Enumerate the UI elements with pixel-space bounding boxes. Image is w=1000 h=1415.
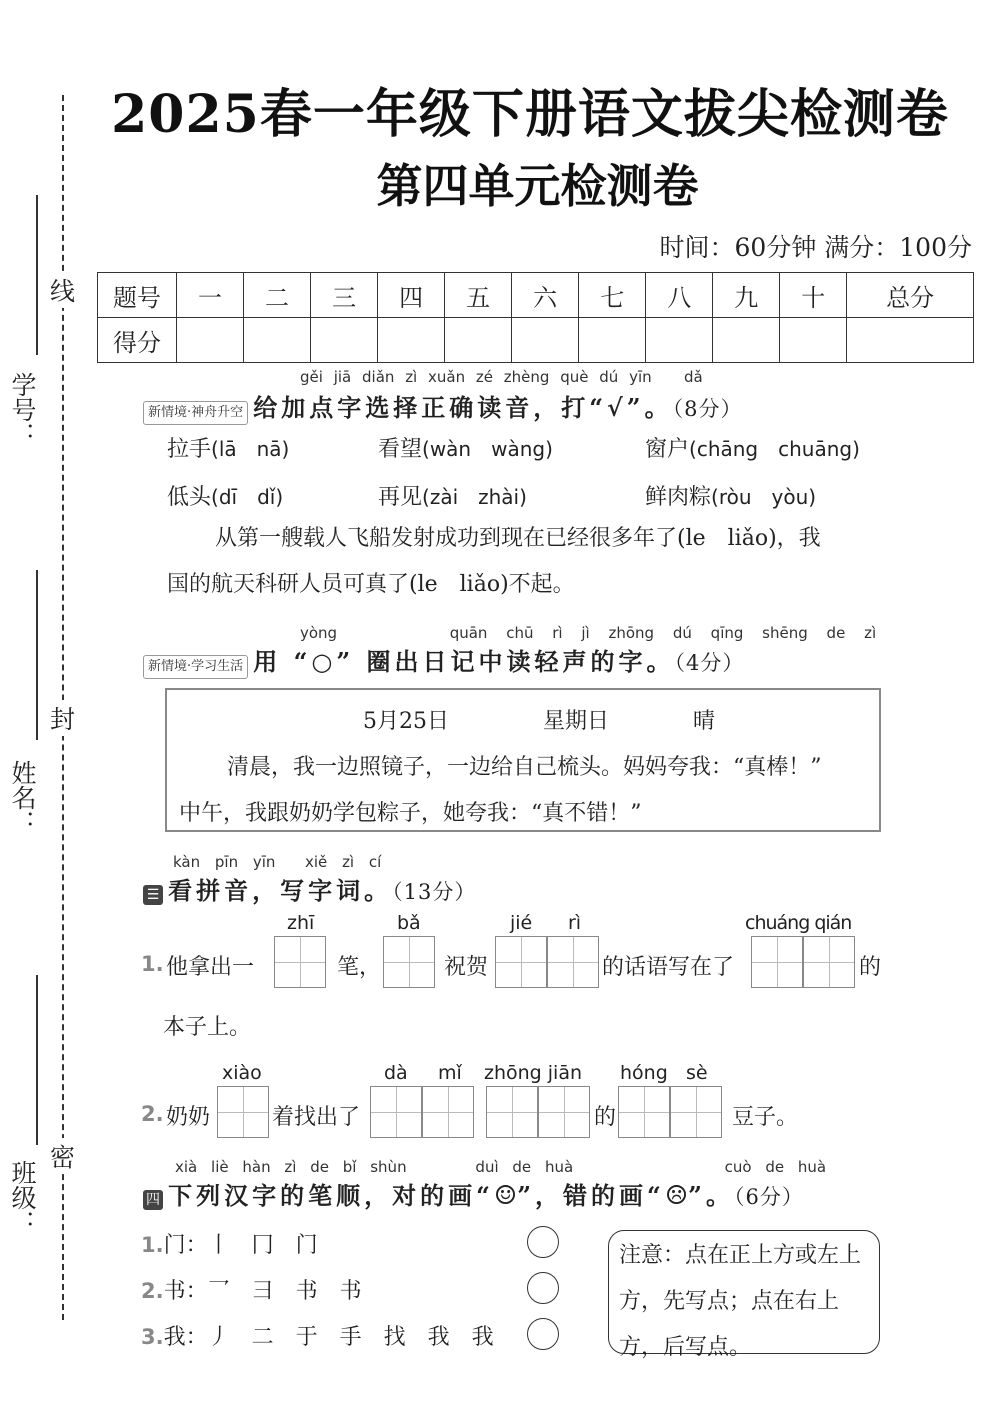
- writing-grid[interactable]: [217, 1086, 269, 1138]
- section4-heading-row: [143, 1176, 804, 1211]
- xian-mark: 线: [50, 272, 75, 308]
- name-label: 姓名：: [8, 760, 37, 835]
- score-input-cell[interactable]: [512, 318, 579, 363]
- q1-text-e: 的: [859, 955, 882, 980]
- section2-heading: 用 “○” 圈出日记中读轻声的字。: [253, 647, 675, 676]
- score-input-cell[interactable]: [780, 318, 847, 363]
- table-cell: 一: [177, 273, 244, 318]
- item-2: 看望(wàn wàng): [378, 437, 553, 462]
- writing-grid[interactable]: [274, 936, 326, 988]
- section4-score: （6分）: [733, 1185, 804, 1209]
- section4-pinyin: xià liè hàn zì de bǐ shùn duì de huà cuò de huà: [175, 1158, 827, 1176]
- q1-pinyin-1: zhī: [287, 912, 315, 934]
- section2-pinyin: yòng quān chū rì jì zhōng dú qīng shēng de zì: [300, 624, 877, 642]
- section3-score: （13分）: [392, 880, 477, 904]
- section3-heading: 看拼音，写字词。: [168, 876, 393, 905]
- q1-text-d: 的话语写在了: [602, 955, 735, 980]
- passage-line-1: 从第一艘载人飞船发射成功到现在已经很多年了(le liǎo)，我: [215, 526, 821, 551]
- diary-box: [165, 688, 881, 832]
- item-3: 窗户(chāng chuāng): [645, 437, 860, 462]
- table-cell: 得分: [98, 318, 177, 363]
- q2-pinyin-3: zhōng jiān: [484, 1062, 583, 1084]
- score-input-cell[interactable]: [177, 318, 244, 363]
- mi-mark: 密: [50, 1138, 75, 1174]
- section1-score: （8分）: [672, 397, 743, 421]
- table-cell: 七: [579, 273, 646, 318]
- score-input-cell[interactable]: [713, 318, 780, 363]
- score-input-cell[interactable]: [378, 318, 445, 363]
- score-input-cell[interactable]: [646, 318, 713, 363]
- section4-heading-a: 下列汉字的笔顺，对的画“: [168, 1181, 494, 1210]
- diary-line-1: 清晨，我一边照镜子，一边给自己梳头。妈妈夸我：“真棒！”: [227, 755, 822, 780]
- q2-pinyin-4b: sè: [686, 1062, 708, 1084]
- student-no-line: [36, 195, 38, 355]
- section1-badge: 新情境·神舟升空: [143, 401, 248, 425]
- q1-text-c: 祝贺: [444, 955, 489, 980]
- section-number-icon: 四: [143, 1190, 163, 1210]
- diary-date: 5月25日: [363, 709, 449, 734]
- section4-heading-b: ”，错的画“: [517, 1181, 665, 1210]
- section3-heading-row: [143, 871, 476, 906]
- answer-circle[interactable]: [527, 1272, 559, 1304]
- score-table-score-row: [98, 318, 974, 363]
- name-line: [36, 570, 38, 740]
- score-table: [97, 272, 974, 363]
- time-info: 时间：60分钟 满分：100分: [659, 233, 972, 262]
- table-cell: 九: [713, 273, 780, 318]
- section1-heading: 给加点字选择正确读音，打“√”。: [253, 393, 673, 422]
- section1-pinyin: gěi jiā diǎn zì xuǎn zé zhèng què dú yīn dǎ: [300, 368, 703, 386]
- section4-heading-c: ”。: [688, 1181, 734, 1210]
- writing-grid[interactable]: [383, 936, 435, 988]
- page-title: 2025春一年级下册语文拔尖检测卷: [111, 84, 949, 145]
- section1-heading-row: [143, 388, 743, 425]
- table-cell: 八: [646, 273, 713, 318]
- section2-score: （4分）: [674, 651, 745, 675]
- q2-text-b: 着找出了: [272, 1105, 361, 1130]
- writing-grid[interactable]: [422, 1086, 474, 1138]
- writing-grid[interactable]: [495, 936, 547, 988]
- q1-text-a: 他拿出一: [166, 955, 255, 980]
- score-input-cell[interactable]: [579, 318, 646, 363]
- student-no-label: 学号：: [8, 372, 37, 447]
- q2-text-c: 的: [594, 1105, 617, 1130]
- writing-grid[interactable]: [486, 1086, 538, 1138]
- table-cell: 五: [445, 273, 512, 318]
- q1-text-f: 本子上。: [163, 1015, 252, 1040]
- table-cell: 三: [311, 273, 378, 318]
- table-cell: 六: [512, 273, 579, 318]
- table-cell: 四: [378, 273, 445, 318]
- q2-pinyin-4a: hóng: [620, 1062, 668, 1084]
- writing-grid[interactable]: [751, 936, 803, 988]
- answer-circle[interactable]: [527, 1318, 559, 1350]
- q2-pinyin-2b: mǐ: [438, 1062, 462, 1084]
- item-4: 低头(dī dǐ): [167, 485, 284, 510]
- item-1: 拉手(lā nā): [167, 437, 290, 462]
- q2-pinyin-2a: dà: [384, 1062, 408, 1084]
- writing-grid[interactable]: [538, 1086, 590, 1138]
- q1-text-b: 笔，: [337, 955, 382, 980]
- writing-grid[interactable]: [670, 1086, 722, 1138]
- table-cell: 二: [244, 273, 311, 318]
- q1-pinyin-3b: rì: [568, 912, 582, 934]
- diary-weekday: 星期日: [543, 709, 610, 734]
- stroke-item-1: 1.门：丨 冂 门: [141, 1233, 318, 1258]
- score-table-header-row: [98, 273, 974, 318]
- score-input-cell[interactable]: [847, 318, 974, 363]
- sad-face-icon: ☹: [664, 1181, 689, 1211]
- diary-line-2: 中午，我跟奶奶学包粽子，她夸我：“真不错！”: [179, 801, 642, 826]
- class-label: 班级：: [8, 1160, 37, 1235]
- passage-line-2: 国的航天科研人员可真了(le liǎo)不起。: [167, 572, 575, 597]
- writing-grid[interactable]: [547, 936, 599, 988]
- note-box: 注意：点在正上方或左上方，先写点；点在右上方，后写点。: [608, 1230, 880, 1354]
- score-input-cell[interactable]: [244, 318, 311, 363]
- table-cell: 题号: [98, 273, 177, 318]
- writing-grid[interactable]: [803, 936, 855, 988]
- item-5: 再见(zài zhài): [378, 485, 527, 510]
- table-cell: 十: [780, 273, 847, 318]
- question-number: 1.: [141, 952, 164, 976]
- question-number: 2.: [141, 1102, 164, 1126]
- score-input-cell[interactable]: [311, 318, 378, 363]
- feng-mark: 封: [50, 700, 75, 736]
- q1-pinyin-4: chuáng qián: [745, 912, 852, 934]
- stroke-item-3: 3.我：丿 二 于 手 找 我 我: [141, 1325, 494, 1350]
- score-input-cell[interactable]: [445, 318, 512, 363]
- class-line: [36, 975, 38, 1145]
- page-subtitle: 第四单元检测卷: [376, 159, 699, 213]
- answer-circle[interactable]: [527, 1226, 559, 1258]
- stroke-item-2: 2.书：乛 ⺕ 书 书: [141, 1279, 362, 1304]
- smile-face-icon: ☺: [493, 1181, 518, 1211]
- q2-text-d: 豆子。: [732, 1105, 799, 1130]
- diary-weather: 晴: [693, 709, 716, 734]
- q2-pinyin-1: xiào: [222, 1062, 262, 1084]
- q1-pinyin-2: bǎ: [397, 912, 421, 934]
- section2-badge: 新情境·学习生活: [143, 655, 248, 679]
- item-6: 鲜肉粽(ròu yòu): [645, 485, 817, 510]
- section3-pinyin: kàn pīn yīn xiě zì cí: [173, 853, 382, 871]
- q2-text-a: 奶奶: [166, 1105, 211, 1130]
- section2-heading-row: [143, 642, 744, 679]
- section-number-icon: ☰: [143, 885, 163, 905]
- writing-grid[interactable]: [618, 1086, 670, 1138]
- q1-pinyin-3a: jié: [510, 912, 533, 934]
- writing-grid[interactable]: [370, 1086, 422, 1138]
- table-cell: 总分: [847, 273, 974, 318]
